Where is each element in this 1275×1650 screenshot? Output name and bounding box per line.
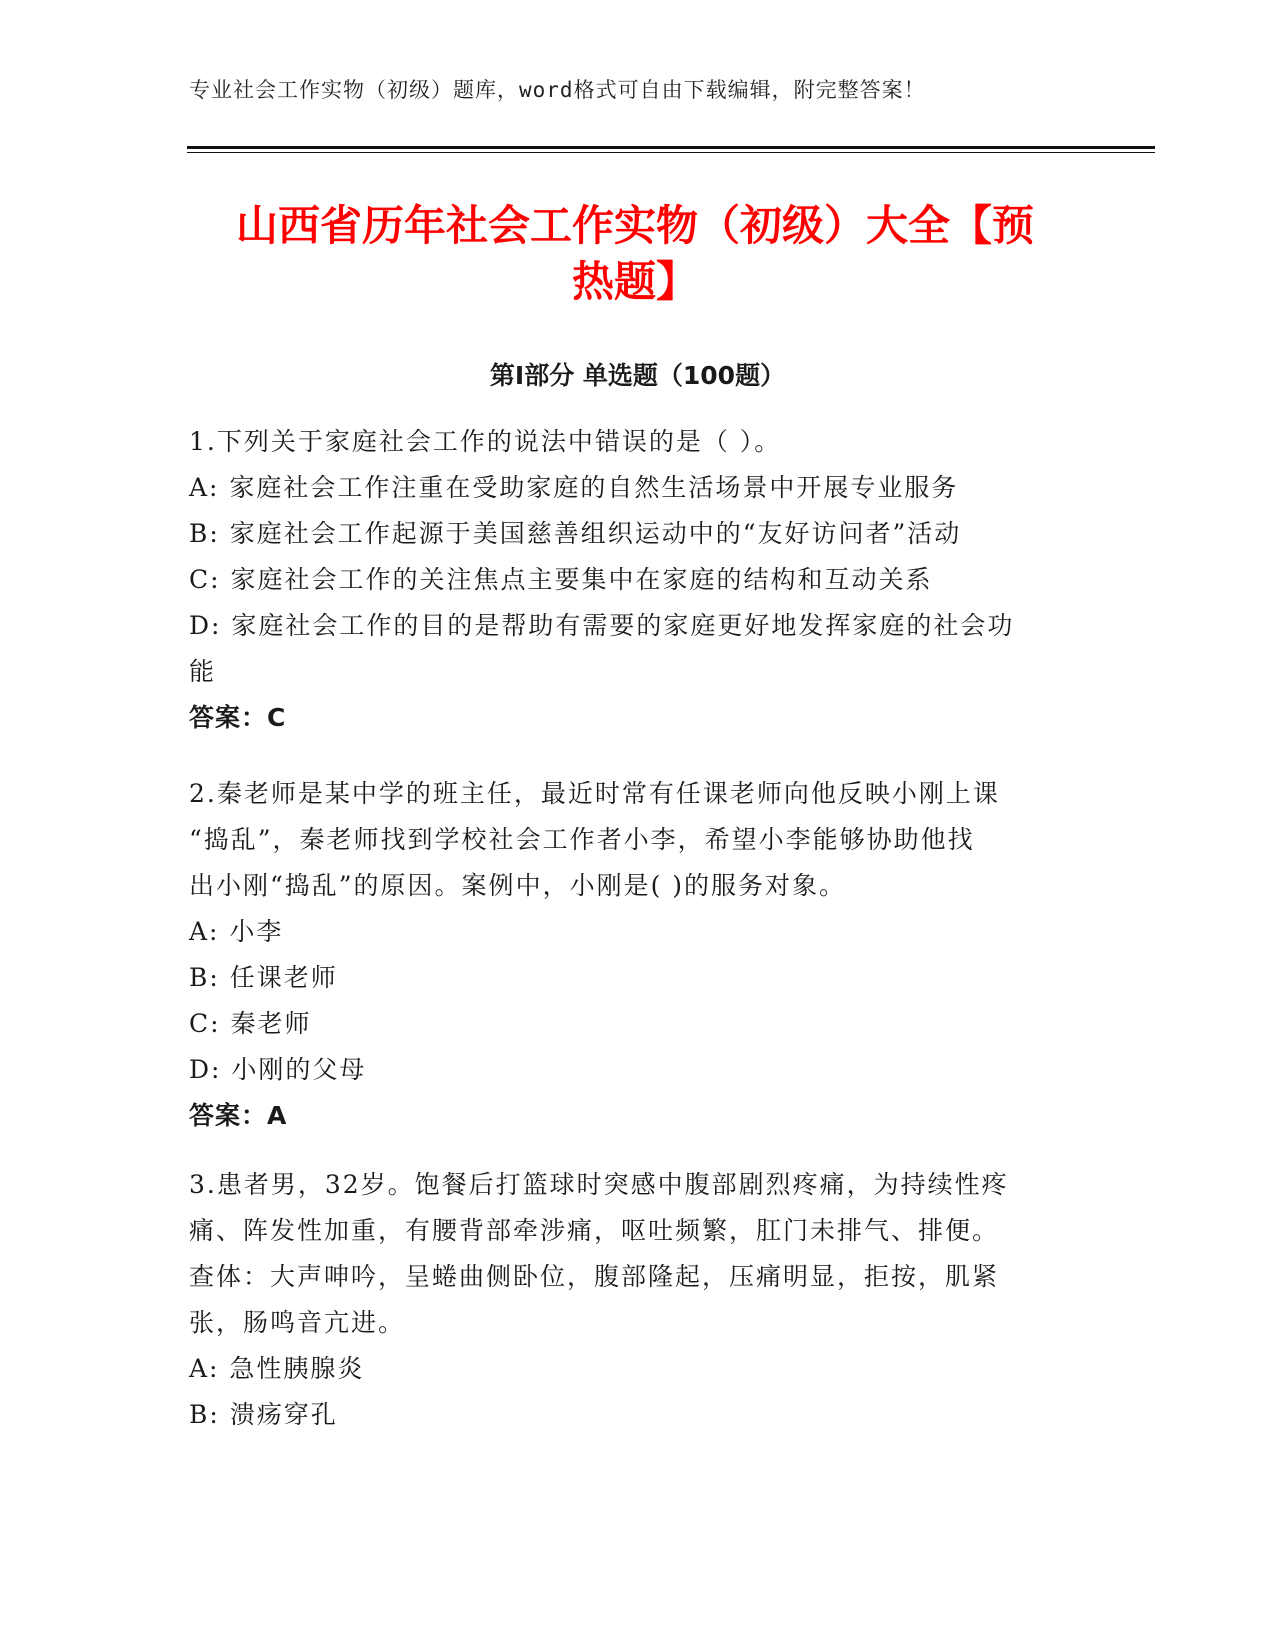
option-d-continued: 能 — [189, 657, 217, 686]
title-line-2: 热题】 — [571, 257, 698, 306]
header-rule-thick — [187, 146, 1155, 149]
header-rule-thin — [187, 152, 1155, 153]
option-a: A: 家庭社会工作注重在受助家庭的自然生活场景中开展专业服务 — [189, 473, 959, 502]
question-3 — [189, 1162, 1069, 1438]
question-stem: 1.下列关于家庭社会工作的说法中错误的是（ ）。 — [189, 427, 782, 456]
question-stem-line-3: 出小刚“捣乱”的原因。案例中，小刚是( )的服务对象。 — [189, 871, 847, 900]
option-b: B: 溃疡穿孔 — [189, 1400, 338, 1429]
option-c: C: 家庭社会工作的关注焦点主要集中在家庭的结构和互动关系 — [189, 565, 933, 594]
document-title — [190, 198, 1080, 310]
option-b: B: 任课老师 — [189, 963, 338, 992]
option-d: D: 小刚的父母 — [189, 1055, 367, 1084]
question-2 — [189, 771, 1069, 1139]
option-a: A: 急性胰腺炎 — [189, 1354, 365, 1383]
question-stem-line-2: “捣乱”，秦老师找到学校社会工作者小李，希望小李能够协助他找 — [189, 825, 975, 854]
title-line-1: 山西省历年社会工作实物（初级）大全【预 — [235, 201, 1034, 250]
question-stem-line-1: 2.秦老师是某中学的班主任，最近时常有任课老师向他反映小刚上课 — [189, 779, 1000, 808]
question-stem-line-3: 查体：大声呻吟，呈蜷曲侧卧位，腹部隆起，压痛明显，拒按，肌紧 — [189, 1262, 1000, 1291]
answer: 答案：C — [189, 703, 287, 732]
question-stem-line-2: 痛、阵发性加重，有腰背部牵涉痛，呕吐频繁，肛门未排气、排便。 — [189, 1216, 1000, 1245]
option-c: C: 秦老师 — [189, 1009, 312, 1038]
question-stem-line-4: 张，肠鸣音亢进。 — [189, 1308, 406, 1337]
option-b: B: 家庭社会工作起源于美国慈善组织运动中的“友好访问者”活动 — [189, 519, 962, 548]
question-1 — [189, 419, 1069, 741]
answer: 答案：A — [189, 1101, 288, 1130]
option-a: A: 小李 — [189, 917, 284, 946]
header-note: 专业社会工作实物（初级）题库，word格式可自由下载编辑，附完整答案！ — [189, 78, 926, 102]
option-d: D: 家庭社会工作的目的是帮助有需要的家庭更好地发挥家庭的社会功 — [189, 611, 1015, 640]
question-stem-line-1: 3.患者男，32岁。饱餐后打篮球时突感中腹部剧烈疼痛，为持续性疼 — [189, 1170, 1009, 1199]
section-heading: 第Ⅰ部分 单选题（100题） — [489, 361, 786, 390]
